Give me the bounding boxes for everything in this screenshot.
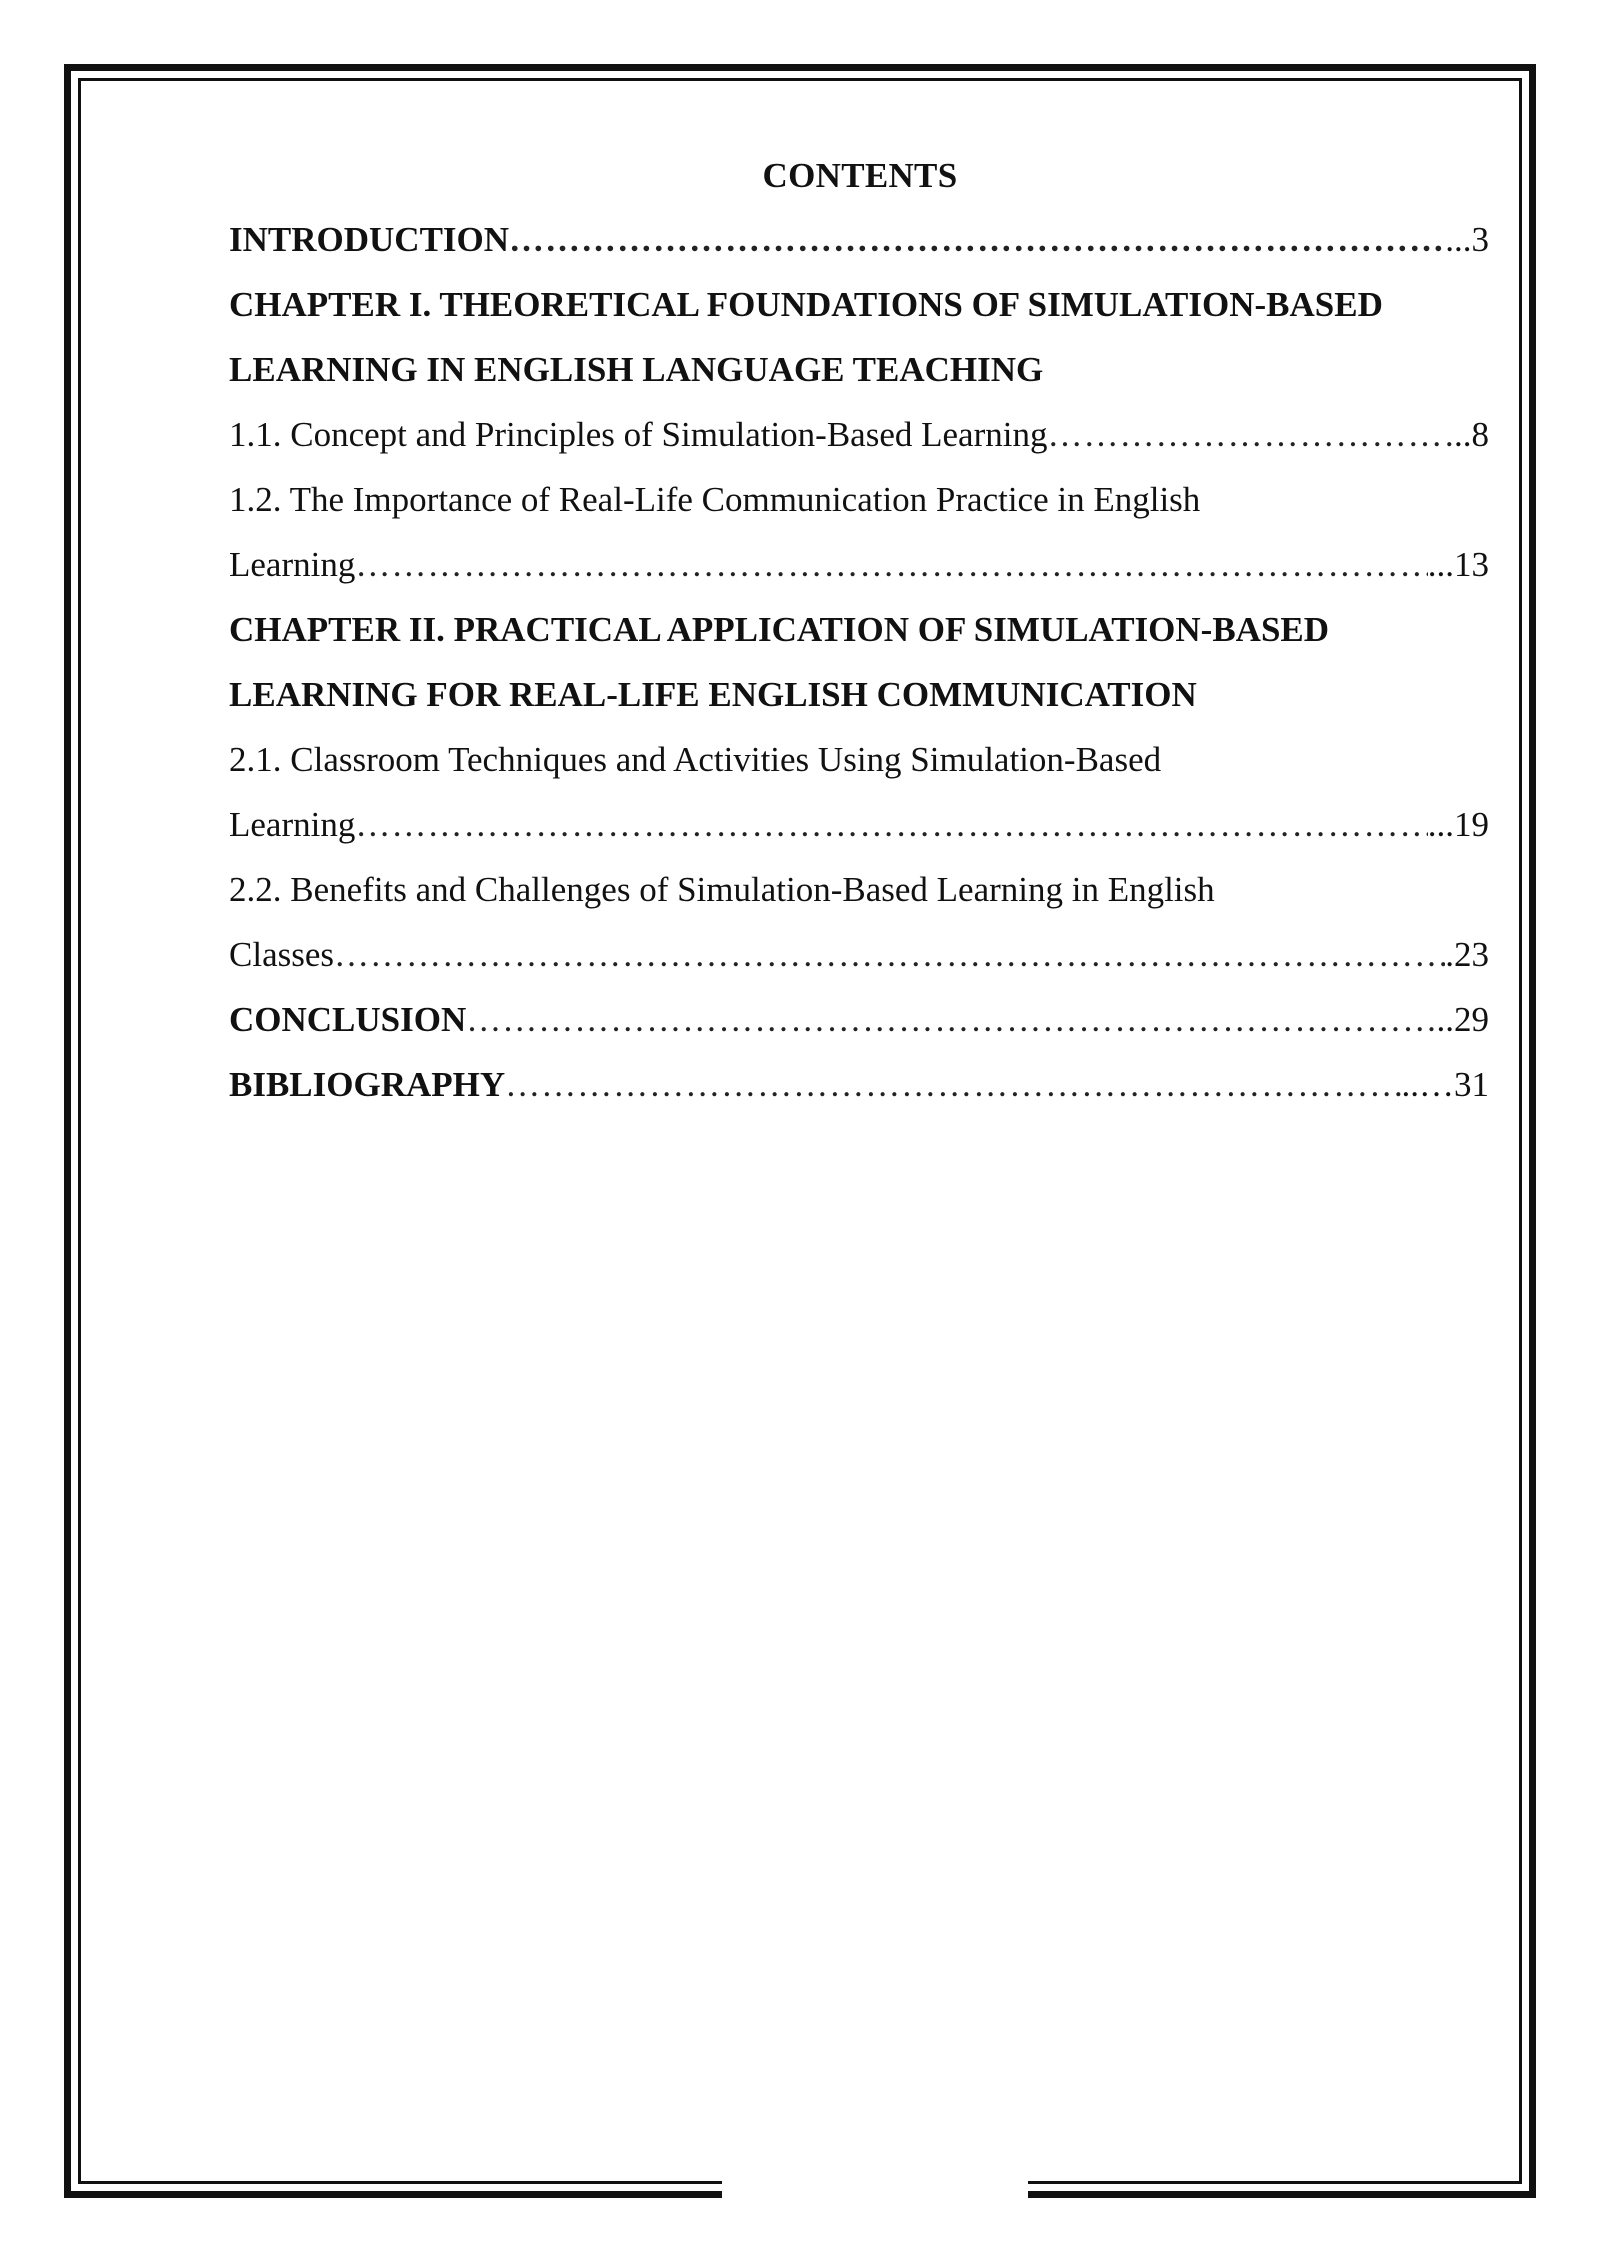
table-of-contents: [229, 207, 1489, 1117]
toc-entry-label: 2.1. Classroom Techniques and Activities Using Simulation-Based: [229, 740, 1162, 779]
toc-entry-bibliography[interactable]: [229, 1052, 1489, 1117]
toc-entry-page: ...19: [1427, 805, 1489, 844]
toc-entry-page: ..…31: [1401, 1065, 1489, 1104]
page-title: CONTENTS: [762, 156, 958, 195]
toc-entry-label: CHAPTER I. THEORETICAL FOUNDATIONS OF SIMULATION-BASED: [229, 285, 1383, 324]
dot-leader: [1047, 402, 1454, 467]
toc-entry-label: CONCLUSION: [229, 1000, 467, 1039]
toc-entry-label: Learning: [229, 805, 356, 844]
toc-entry-label: BIBLIOGRAPHY: [229, 1065, 506, 1104]
toc-entry-chapter-1[interactable]: [229, 272, 1489, 337]
dot-leader: [355, 792, 1427, 857]
toc-entry-2-2-cont[interactable]: [229, 922, 1489, 987]
toc-entry-conclusion[interactable]: [229, 987, 1489, 1052]
toc-entry-label: 1.1. Concept and Principles of Simulation-Based Learning: [229, 415, 1048, 454]
toc-entry-1-1[interactable]: [229, 402, 1489, 467]
toc-entry-label: LEARNING IN ENGLISH LANGUAGE TEACHING: [229, 350, 1044, 389]
toc-entry-label: INTRODUCTION: [229, 220, 510, 259]
dot-leader: [509, 207, 1445, 272]
toc-entry-chapter-2-cont[interactable]: [229, 662, 1489, 727]
toc-entry-page: ...3: [1445, 220, 1489, 259]
toc-entry-page: .23: [1445, 935, 1489, 974]
border-gap: [722, 2176, 1028, 2202]
dot-leader: [355, 532, 1427, 597]
toc-entry-1-2[interactable]: [229, 467, 1489, 532]
toc-entry-label: Learning: [229, 545, 356, 584]
toc-entry-page: ..8: [1454, 415, 1489, 454]
toc-entry-label: 2.2. Benefits and Challenges of Simulation-Based Learning in English: [229, 870, 1215, 909]
toc-entry-1-2-cont[interactable]: [229, 532, 1489, 597]
toc-entry-label: Classes: [229, 935, 334, 974]
toc-entry-2-1[interactable]: [229, 727, 1489, 792]
toc-entry-chapter-2[interactable]: [229, 597, 1489, 662]
toc-entry-page: ...13: [1427, 545, 1489, 584]
dot-leader: [334, 922, 1445, 987]
toc-entry-page: ..29: [1436, 1000, 1489, 1039]
dot-leader: [466, 987, 1436, 1052]
toc-entry-2-1-cont[interactable]: [229, 792, 1489, 857]
toc-entry-label: LEARNING FOR REAL-LIFE ENGLISH COMMUNICATION: [229, 675, 1197, 714]
toc-entry-label: 1.2. The Importance of Real-Life Communication Practice in English: [229, 480, 1201, 519]
toc-entry-chapter-1-cont[interactable]: [229, 337, 1489, 402]
toc-entry-2-2[interactable]: [229, 857, 1489, 922]
toc-entry-label: CHAPTER II. PRACTICAL APPLICATION OF SIMULATION-BASED: [229, 610, 1330, 649]
dot-leader: [505, 1052, 1401, 1117]
toc-entry-introduction[interactable]: [229, 207, 1489, 272]
